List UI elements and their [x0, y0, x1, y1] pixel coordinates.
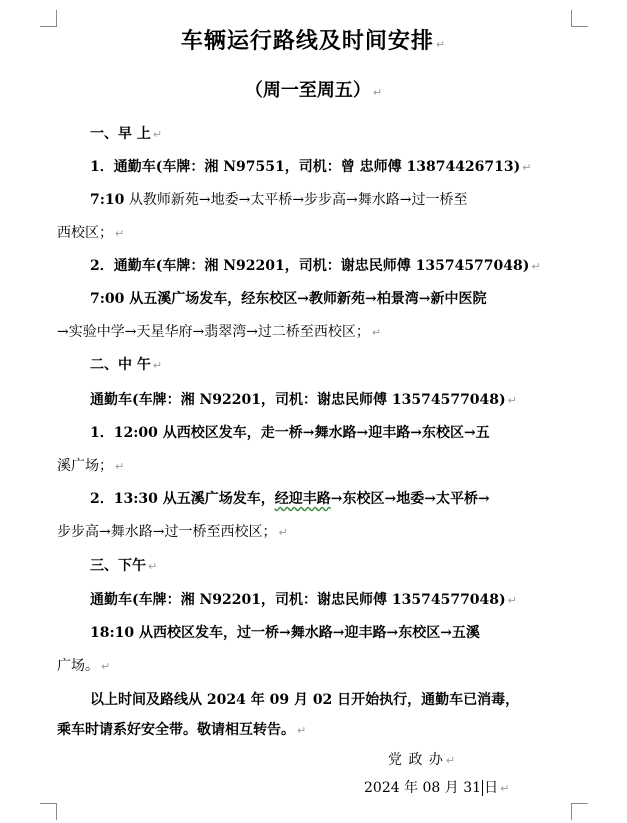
morning-bus2-route-text: 7:00 从五溪广场发车，经东校区→教师新苑→柏景湾→新中医院	[90, 291, 487, 307]
paragraph-mark-icon: ↵	[445, 754, 457, 767]
paragraph-mark-icon: ↵	[531, 260, 541, 273]
noon-route1-line2[interactable]	[57, 455, 124, 477]
morning-heading[interactable]	[90, 123, 162, 145]
paragraph-mark-icon: ↵	[278, 526, 288, 539]
morning-bus2-header-text: 2．通勤车(车牌：湘 N92201，司机：谢忠民师傅 13574577048)	[90, 258, 530, 274]
crop-mark-top-left	[40, 10, 57, 27]
paragraph-mark-icon: ↵	[522, 161, 532, 174]
noon-bus-header[interactable]	[90, 389, 517, 411]
document-title[interactable]	[0, 26, 627, 56]
notice-line2[interactable]	[57, 719, 306, 741]
noon-route1-line1[interactable]	[90, 422, 490, 444]
morning-bus1-route-end: 西校区；	[57, 225, 113, 241]
afternoon-heading-text: 三、下午	[90, 558, 146, 574]
morning-bus2-route-end: →实验中学→天星华府→翡翠湾→过二桥至西校区；	[57, 324, 370, 340]
paragraph-mark-icon: ↵	[371, 326, 382, 339]
afternoon-bus-header[interactable]	[90, 589, 517, 611]
text-cursor-icon	[482, 780, 483, 796]
signature-date[interactable]	[364, 777, 509, 799]
afternoon-heading[interactable]	[90, 555, 157, 577]
signature-office-text: 党 政 办	[388, 752, 444, 768]
signature-date-text: 2024 年 08 月 31	[364, 780, 482, 796]
morning-heading-text: 一、早 上	[90, 126, 151, 142]
paragraph-mark-icon: ↵	[297, 724, 307, 737]
afternoon-route-line2[interactable]	[57, 655, 110, 677]
signature-date-day: 日	[484, 780, 499, 796]
paragraph-mark-icon: ↵	[115, 227, 125, 240]
document-subtitle[interactable]	[0, 78, 627, 104]
spellcheck-underlined-text[interactable]: 经迎丰路	[274, 491, 331, 507]
noon-route1-text: 1．12:00 从西校区发车，走一桥→舞水路→迎丰路→东校区→五	[90, 425, 490, 441]
notice-text: 以上时间及路线从 2024 年 09 月 02 日开始执行，通勤车已消毒，	[90, 692, 520, 708]
morning-bus2-route-line2[interactable]	[57, 321, 381, 343]
noon-route2-prefix: 2．13:30 从五溪广场发车，	[90, 491, 275, 507]
afternoon-route-text: 18:10 从西校区发车，过一桥→舞水路→迎丰路→东校区→五溪	[90, 625, 480, 641]
afternoon-bus-header-text: 通勤车(车牌：湘 N92201，司机：谢忠民师傅 13574577048)	[90, 592, 506, 608]
morning-bus2-route-line1[interactable]	[90, 288, 486, 310]
noon-bus-header-text: 通勤车(车牌：湘 N92201，司机：谢忠民师傅 13574577048)	[90, 392, 506, 408]
morning-bus1-route-line1[interactable]	[90, 189, 468, 211]
morning-bus2-header[interactable]	[90, 255, 541, 277]
noon-route2-line1[interactable]	[90, 488, 490, 510]
paragraph-mark-icon: ↵	[507, 394, 517, 407]
noon-route2-end: 步步高→舞水路→过一桥至西校区；	[57, 524, 277, 540]
noon-route2-line2[interactable]	[57, 521, 288, 543]
noon-route2-suffix: →东校区→地委→太平桥→	[330, 491, 490, 507]
crop-mark-bottom-right	[571, 803, 588, 820]
morning-bus1-route-line2[interactable]	[57, 222, 124, 244]
paragraph-mark-icon: ↵	[148, 560, 158, 573]
notice-end: 乘车时请系好安全带。敬请相互转告。	[57, 722, 295, 738]
title-text: 车辆运行路线及时间安排	[180, 28, 434, 54]
morning-bus1-route-text: 从教师新苑→地委→太平桥→步步高→舞水路→过一桥至	[124, 192, 468, 208]
notice-line1[interactable]	[90, 689, 519, 711]
morning-bus1-time: 7:10	[90, 192, 125, 208]
paragraph-mark-icon: ↵	[435, 38, 447, 51]
paragraph-mark-icon: ↵	[101, 660, 111, 673]
morning-bus1-header[interactable]	[90, 156, 532, 178]
morning-bus1-header-text: 1．通勤车(车牌：湘 N97551，司机：曾 忠师傅 13874426713)	[90, 159, 521, 175]
paragraph-mark-icon: ↵	[500, 782, 510, 795]
noon-heading-text: 二、中 午	[90, 357, 151, 373]
paragraph-mark-icon: ↵	[372, 86, 383, 99]
crop-mark-bottom-left	[40, 803, 57, 820]
paragraph-mark-icon: ↵	[152, 359, 163, 372]
afternoon-route-line1[interactable]	[90, 622, 480, 644]
paragraph-mark-icon: ↵	[115, 460, 125, 473]
noon-heading[interactable]	[90, 354, 162, 376]
noon-route1-end: 溪广场；	[57, 458, 113, 474]
crop-mark-top-right	[571, 10, 588, 27]
paragraph-mark-icon: ↵	[507, 594, 517, 607]
paragraph-mark-icon: ↵	[152, 128, 163, 141]
afternoon-route-end: 广场。	[57, 658, 99, 674]
signature-office[interactable]	[388, 749, 456, 771]
subtitle-text: （周一至周五）	[244, 80, 371, 101]
